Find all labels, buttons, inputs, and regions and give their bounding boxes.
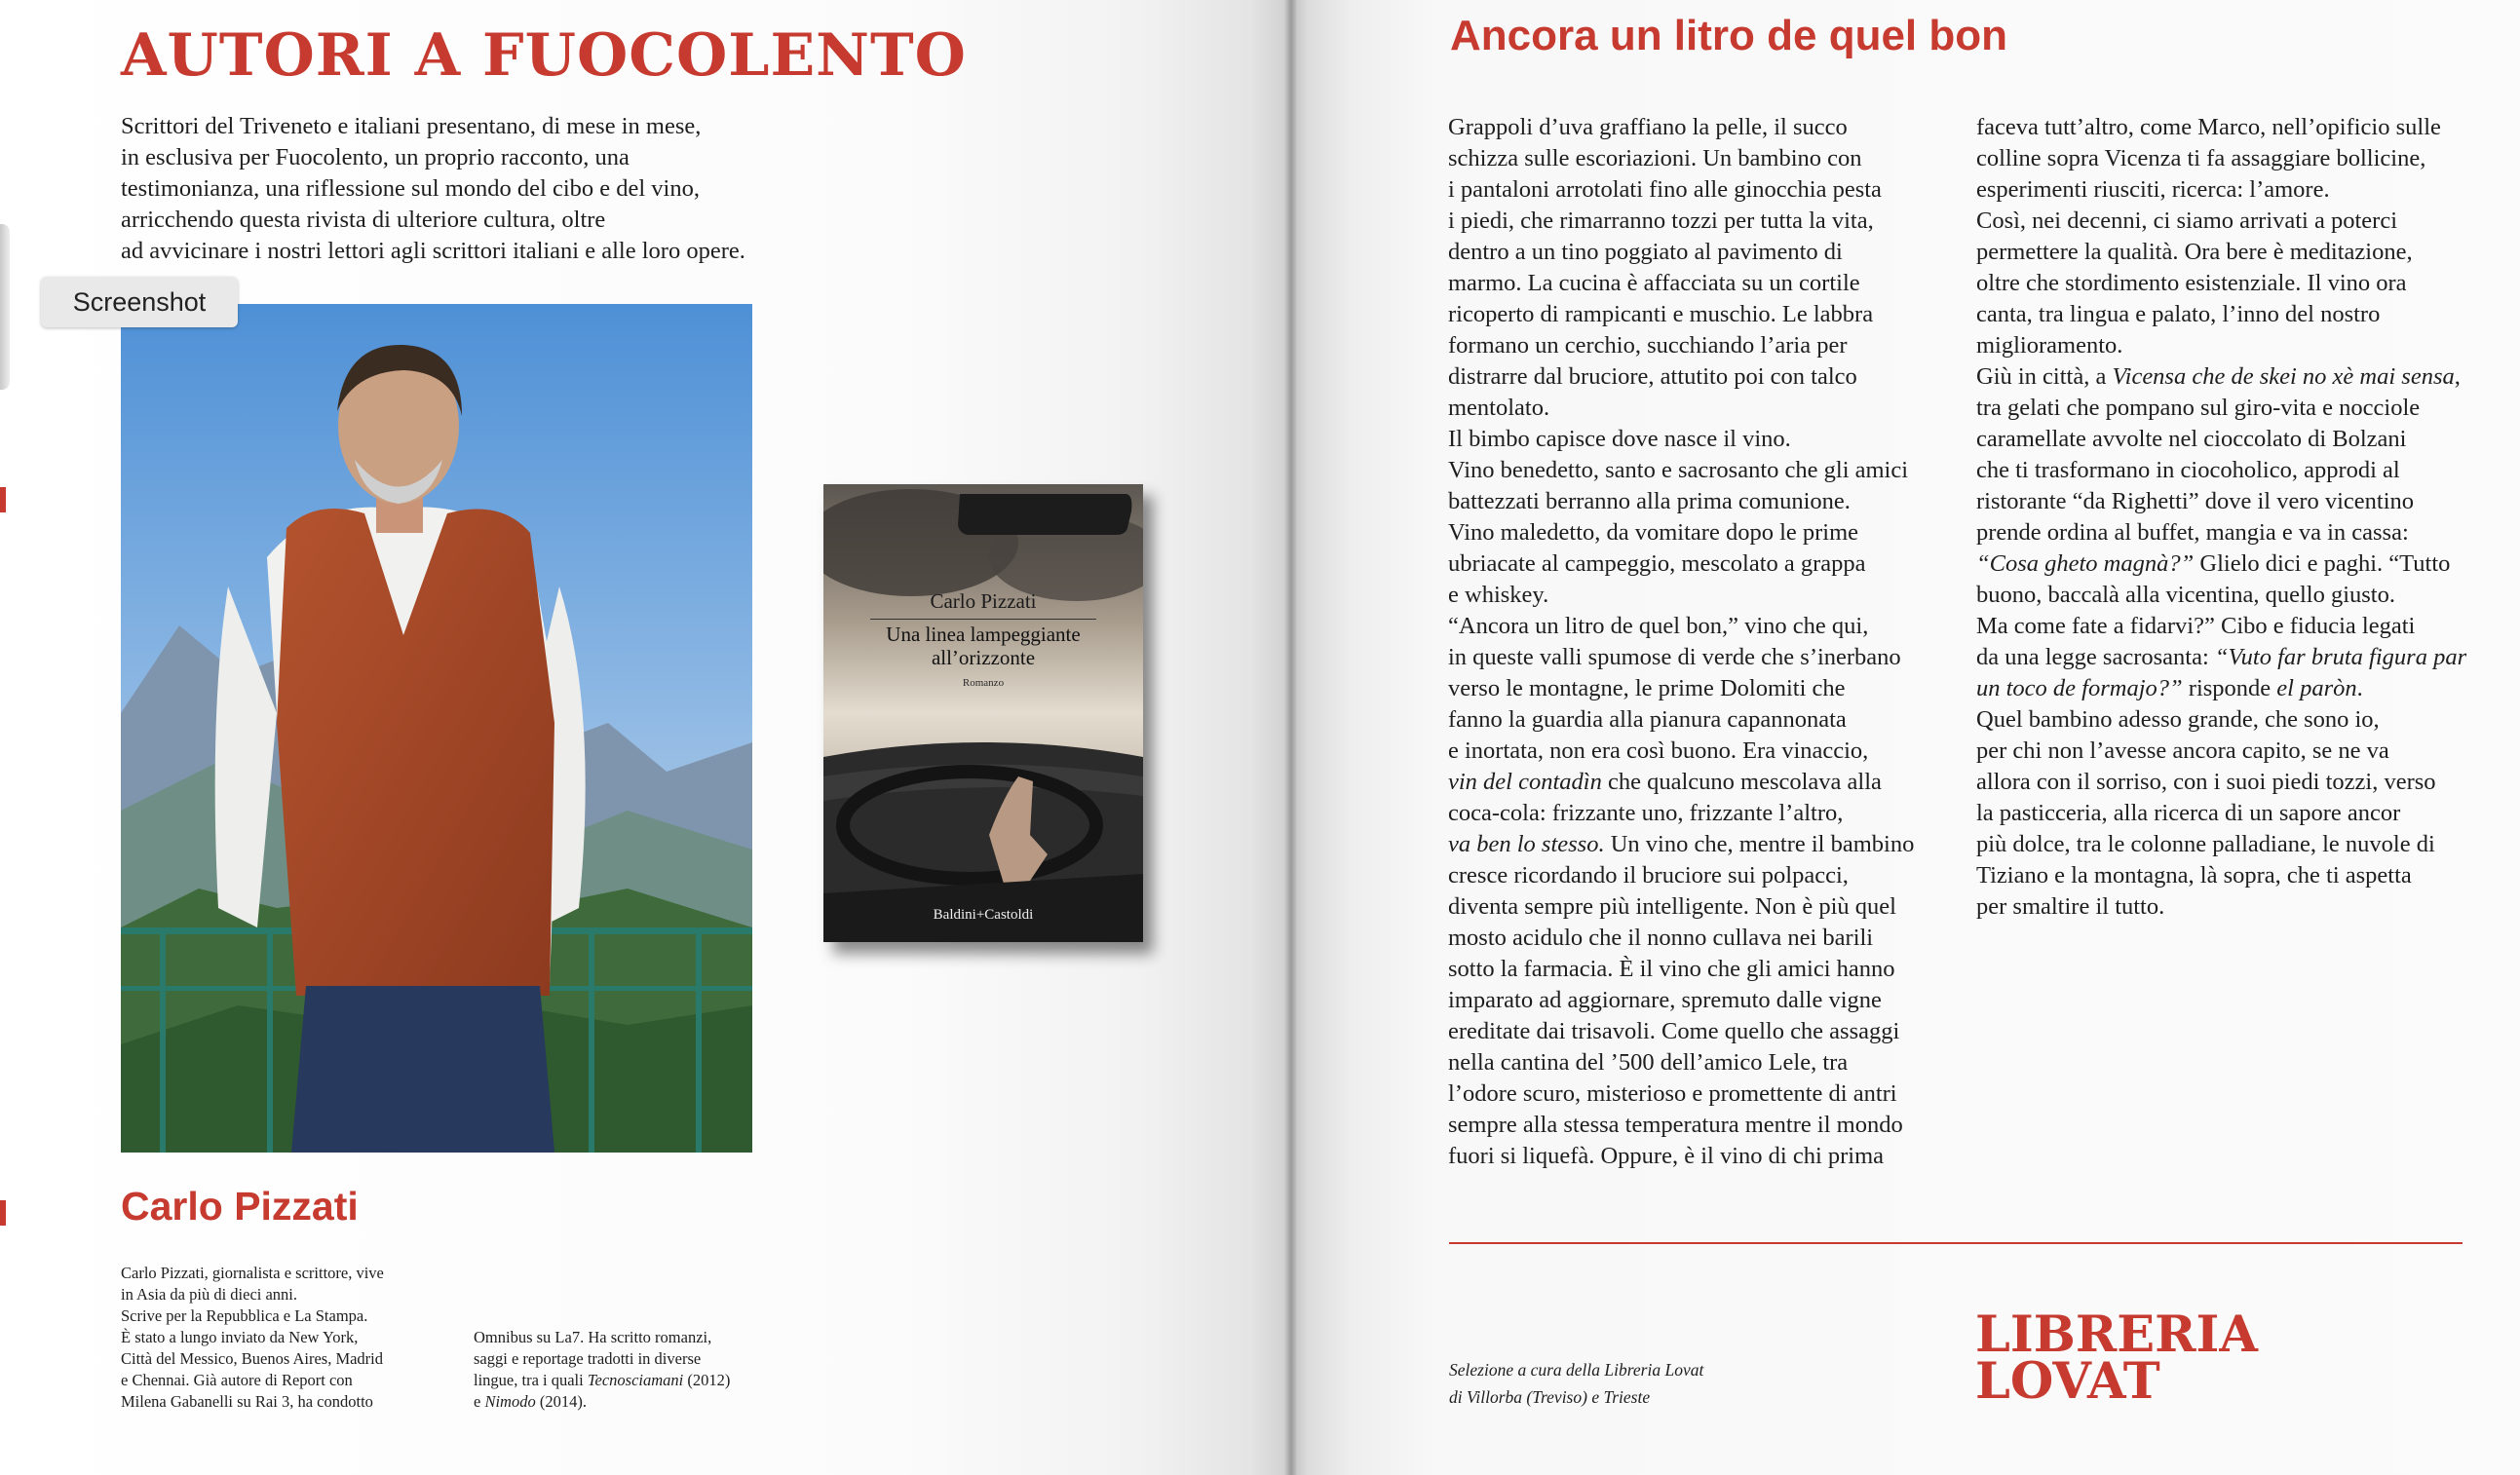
book-cover-genre: Romanzo [962, 677, 1005, 689]
screenshot-label[interactable]: Screenshot [41, 277, 238, 327]
book-cover-author: Carlo Pizzati [930, 589, 1037, 613]
article-text: che qualcuno mescolava alla coca-cola: frizzante uno, frizzante l’altro, [1448, 769, 1882, 826]
footer-credit: Selezione a cura della Libreria Lovat di Villorba (Treviso) e Trieste [1449, 1360, 1704, 1407]
bio-text: Omnibus su La7. Ha scritto romanzi, saggi e reportage tradotti in diverse lingue, tra i quali [474, 1328, 712, 1389]
book-cover [823, 484, 1143, 942]
footer-divider [1449, 1242, 2463, 1244]
bio-book-title: Nimodo [484, 1392, 536, 1411]
author-bio-column-2 [474, 1327, 766, 1413]
article-text: risponde [2182, 675, 2277, 701]
article-dialect-text: el paròn [2276, 675, 2357, 701]
article-dialect-text: Vicensa che de skei no xè mai sensa [2112, 363, 2455, 390]
article-column-2 [1976, 112, 2483, 923]
article-text: , tra gelati che pompano sul giro-vita e nocciole caramellate avvolte nel cioccolato di Bolzani che ti trasformano in ciocoholico, approdi al ristorante “da Righetti” dove il vero vicentino prende ordina al buffet, mangia e va in cassa: [1976, 363, 2461, 546]
page-edge-mark [0, 1200, 6, 1226]
article-text: Un vino che, mentre il bambino cresce ricordando il bruciore sui polpacci, diventa sempre più intelligente. Non è più quel mosto acidulo che il nonno cullava nei barili sotto la farmacia. È il vino che gli amici hanno imparato ad aggiornare, spremuto dalle vigne ereditate dai trisavoli. Come quello che assaggi nella cantina del ’500 dell’amico Lele, tra l’odore scuro, misterioso e promettente di antri sempre alla stessa temperatura mentre il mondo fuori si liquefà. Oppure, è il vino di chi prima [1448, 831, 1915, 1169]
intro-paragraph: Scrittori del Triveneto e italiani presentano, di mese in mese, in esclusiva per Fuocolento, un proprio racconto, una testimonianza, una riflessione sul mondo del cibo e del vino, arricchendo questa rivista di ulteriore cultura, oltre ad avvicinare i nostri lettori agli scrittori italiani e alle loro opere. [121, 113, 745, 264]
book-cover-rule [870, 619, 1096, 620]
bio-text: (2014). [535, 1392, 587, 1411]
author-name: Carlo Pizzati [121, 1184, 359, 1229]
article-text: . Quel bambino adesso grande, che sono io, per chi non l’avesse ancora capito, se ne va allora con il sorriso, con i suoi piedi tozzi, verso la pasticceria, alla ricerca di un sapore ancor più dolce, tra le colonne palladiane, le nuvole di Tiziano e la montagna, là sopra, che ti aspetta per smaltire il tutto. [1976, 675, 2436, 920]
section-title: AUTORI A FUOCOLENTO [121, 21, 967, 90]
libreria-lovat-logo: LIBRERIA LOVAT [1975, 1305, 2258, 1411]
bio-book-title: Tecnosciamani [587, 1371, 684, 1389]
article-column-1 [1448, 112, 1955, 1172]
article-text: Glielo dici e paghi. “Tutto buono, baccalà alla vicentina, quello giusto. Ma come fate a fidarvi?” Cibo e fiducia legati da una legge sacrosanta: [1976, 550, 2451, 670]
book-cover-title: Una linea lampeggiante all’orizzonte [886, 623, 1081, 669]
article-dialect-text: va ben lo stesso. [1448, 831, 1605, 857]
bio-text: (2012) e [474, 1371, 731, 1411]
article-text: Grappoli d’uva graffiano la pelle, il succo schizza sulle escoriazioni. Un bambino con i pantaloni arrotolati fino alle ginocchia pesta i piedi, che rimarranno tozzi per tutta la vita, dentro a un tino poggiato al pavimento di marmo. La cucina è affacciata su un cortile ricoperto di rampicanti e muschio. Le labbra formano un cerchio, succhiando l’aria per distrarre dal bruciore, attutito poi con talco mentolato. Il bimbo capisce dove nasce il vino. Vino benedetto, santo e sacrosanto che gli amici battezzati berranno alla prima comunione. Vino maledetto, da vomitare dopo le prime ubriacate al campeggio, mescolato a grappa e whiskey. “Ancora un litro de quel bon,” vino che qui, in queste valli spumose di verde che s’inerbano verso le montagne, le prime Dolomiti che fanno la guardia alla pianura capannonata e inortata, non era così buono. Era vinaccio, [1448, 114, 1909, 764]
page-gutter [1284, 0, 1298, 1475]
author-photo [121, 304, 752, 1153]
book-cover-publisher: Baldini+Castoldi [933, 907, 1034, 923]
author-bio-column-1: Carlo Pizzati, giornalista e scrittore, vive in Asia da più di dieci anni. Scrive per la Repubblica e La Stampa. È stato a lungo inviato da New York, Città del Messico, Buenos Aires, Madrid e Chennai. Già autore di Report con Milena Gabanelli su Rai 3, ha condotto [121, 1264, 384, 1411]
article-dialect-text: “Cosa gheto magnà?” [1976, 550, 2195, 577]
article-dialect-text: vin del contadìn [1448, 769, 1602, 795]
book-cover-art [823, 484, 1143, 942]
window-edge-handle[interactable] [0, 224, 10, 390]
article-title: Ancora un litro de quel bon [1450, 12, 2007, 59]
article-dialect-text: “Vuto far bruta figura par un toco de formajo?” [1976, 644, 2467, 701]
article-text: faceva tutt’altro, come Marco, nell’opificio sulle colline sopra Vicenza ti fa assaggiare bollicine, esperimenti riusciti, ricerca: l’amore. Così, nei decenni, ci siamo arrivati a poterci permettere la qualità. Ora bere è meditazione, oltre che stordimento esistenziale. Il vino ora canta, tra lingua e palato, l’inno del nostro miglioramento. Giù in città, a [1976, 114, 2441, 390]
page-edge-mark [0, 487, 6, 512]
